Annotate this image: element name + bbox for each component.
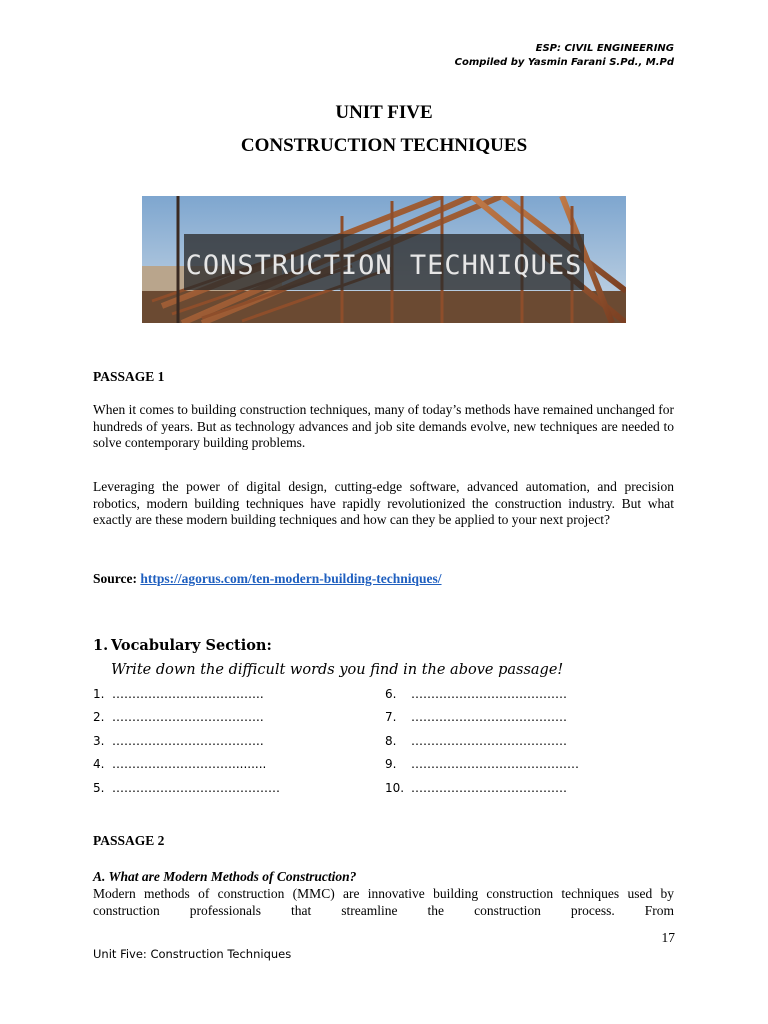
item-number: 7. [385, 710, 397, 725]
passage-1-paragraph-1: When it comes to building construction techniques, many of today’s methods have remained unchanged for hundreds of years. But as technology advances and job site demands evolve, new techniques are needed to solve contemporary building problems. [93, 402, 674, 450]
item-number: 6. [385, 687, 397, 701]
vocabulary-instruction: Write down the difficult words you find in the above passage! [111, 662, 564, 678]
source-line [93, 571, 674, 588]
passage-2-paragraph: Modern methods of construction (MMC) are innovative building construction techniques used by construction professionals that streamline the construction process. From [93, 886, 674, 918]
blank-line: ………………………………… [411, 733, 567, 748]
unit-subtitle: CONSTRUCTION TECHNIQUES [240, 135, 528, 156]
blank-line: …………………………......... [112, 757, 267, 772]
page-footer: Unit Five: Construction Techniques [93, 947, 292, 961]
vocabulary-blank-2 [93, 709, 280, 732]
item-number: 4. [93, 757, 105, 772]
passage-1-paragraph-2: Leveraging the power of digital design, cutting-edge software, advanced automation, and precision robotics, modern building techniques have rapidly revolutionized the construction industry. But what exactly are these modern building techniques and how can they be applied to your next project? [93, 479, 674, 527]
vocabulary-blank-10 [385, 780, 579, 803]
item-number: 10. [385, 780, 405, 795]
page-number: 17 [661, 930, 675, 945]
item-number: 8. [385, 733, 397, 748]
vocabulary-blank-7 [385, 709, 579, 732]
passage-2-heading: PASSAGE 2 [93, 833, 165, 848]
vocabulary-section-title [93, 637, 272, 654]
construction-banner-image [142, 196, 626, 323]
banner-text: CONSTRUCTION TECHNIQUES [185, 250, 583, 281]
header-compiled-by: Compiled by Yasmin Farani S.Pd., M.Pd [454, 57, 674, 68]
document-header [455, 42, 674, 70]
banner-illustration [142, 196, 626, 323]
vocabulary-blank-5 [93, 780, 280, 803]
source-label: Source: [93, 571, 137, 586]
vocabulary-section-number: 1. [93, 637, 109, 654]
vocabulary-list-left [93, 686, 280, 803]
vocabulary-list-right [385, 686, 579, 803]
vocabulary-blank-1 [93, 686, 280, 709]
header-course: ESP: CIVIL ENGINEERING [535, 43, 674, 54]
vocabulary-blank-4 [93, 756, 280, 779]
blank-line: …………………………………… [112, 780, 280, 795]
section-a-heading: A. What are Modern Methods of Construction? [93, 869, 357, 884]
vocabulary-blank-9 [385, 756, 579, 779]
unit-title: UNIT FIVE [335, 102, 433, 123]
blank-line: ……………………………….. [112, 733, 264, 748]
source-link[interactable]: https://agorus.com/ten-modern-building-techniques/ [140, 571, 442, 586]
vocabulary-blank-8 [385, 733, 579, 756]
item-number: 1. [93, 687, 105, 701]
item-number: 2. [93, 710, 105, 725]
vocabulary-blank-6 [385, 686, 579, 709]
vocabulary-section-label: Vocabulary Section: [111, 637, 272, 654]
passage-1-heading: PASSAGE 1 [93, 369, 165, 384]
blank-line: ………………………………… [411, 710, 567, 725]
blank-line: ………………………………… [411, 687, 567, 701]
blank-line: ……………………………….. [112, 710, 264, 725]
item-number: 9. [385, 757, 397, 772]
blank-line: …………………………………… [411, 757, 579, 772]
item-number: 3. [93, 733, 105, 748]
blank-line: ………………………………… [411, 780, 567, 795]
blank-line: ……………………………….. [112, 687, 264, 701]
item-number: 5. [93, 780, 105, 795]
vocabulary-blank-3 [93, 733, 280, 756]
